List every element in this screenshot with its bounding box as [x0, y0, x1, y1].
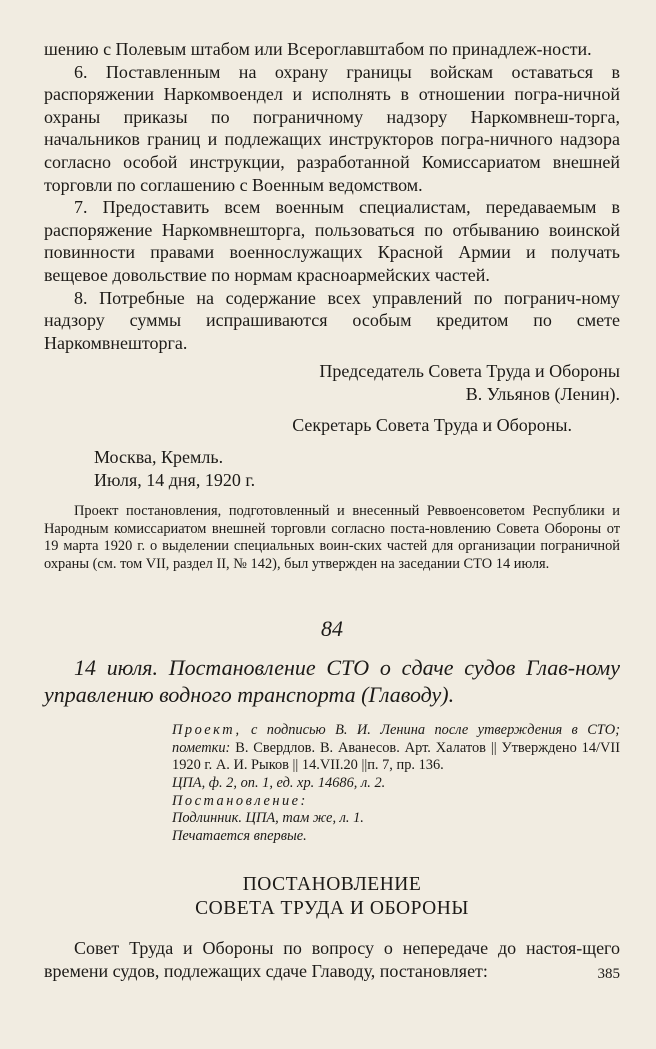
source-archive: ЦПА, ф. 2, оп. 1, ед. хр. 14686, л. 2.	[172, 775, 386, 792]
document-number: 84	[321, 615, 343, 641]
continuation-paragraph: шению с Полевым штабом или Всероглавштабом по принадлеж-ности.	[44, 39, 592, 59]
page-text	[44, 38, 620, 983]
editorial-note: Проект постановления, подготовленный и внесенный Реввоенсоветом Республики и Народным комиссариатом внешней торговли согласно поста-новлению Совета Обороны от 19 марта 1920 г. о выделении специальных воин-ских частей для организации пограничной охраны (см. том VII, раздел II, № 142), был утвержден на заседании СТО 14 июля.	[44, 503, 620, 573]
source-italic: с подписью В. И. Ленина после утверждения в СТО; пометки:	[172, 722, 620, 756]
place: Москва, Кремль.	[94, 447, 224, 468]
first-print-note: Печатается впервые.	[172, 827, 307, 844]
resolution-body: Совет Труда и Обороны по вопросу о непередаче до настоя-щего времени судов, подлежащих сдаче Главоду, постановляет:	[44, 938, 620, 981]
item-8-paragraph: 8. Потребные на содержание всех управлений по погранич-ному надзору суммы испрашиваются особым кредитом по смете Наркомвнешторга.	[44, 287, 620, 353]
chairman-title: Председатель Совета Труда и Обороны	[319, 361, 620, 382]
secretary-signature: Секретарь Совета Труда и Обороны.	[292, 414, 572, 435]
item-6-paragraph: 6. Поставленным на охрану границы войскам оставаться в распоряжении Наркомвоендел и исполнять в отношении погра-ничной охраны приказы по пограничному надзору Наркомвнеш-торга, начальников границ и подлежащих инструкторов погра-ничного надзора согласно особой инструкции, разработанной Комиссариатом внешней торговли по соглашению с Военным ведомством.	[44, 61, 620, 195]
source-original: Подлинник. ЦПА, там же, л. 1.	[172, 810, 364, 827]
heading-line-1: ПОСТАНОВЛЕНИЕ	[242, 874, 422, 896]
source-plain: В. Свердлов. В. Аванесов. Арт. Халатов || Утверждено 14/VII 1920 г. А. И. Рыков || 14.VII.20 ||п. 7, пр. 136.	[172, 739, 620, 774]
source-label: Проект,	[172, 722, 242, 739]
document-title: 14 июля. Постановление СТО о сдаче судов Глав-ному управлению водного транспорта (Главоду).	[44, 655, 620, 708]
source-description	[172, 722, 620, 775]
source-block	[172, 722, 620, 845]
heading-line-2: СОВЕТА ТРУДА И ОБОРОНЫ	[195, 898, 469, 920]
item-7-paragraph: 7. Предоставить всем военным специалистам, передаваемым в распоряжение Наркомвнешторга, пользоваться по отбыванию воинской повинности правами военнослужащих Красной Армии и получать вещевое довольствие по нормам красноармейских частей.	[44, 197, 620, 285]
date: Июля, 14 дня, 1920 г.	[94, 469, 256, 490]
resolution-heading	[44, 873, 620, 921]
page-number: 385	[597, 966, 620, 982]
chairman-name: В. Ульянов (Ленин).	[465, 383, 620, 404]
resolution-label: Постановление:	[172, 792, 308, 809]
